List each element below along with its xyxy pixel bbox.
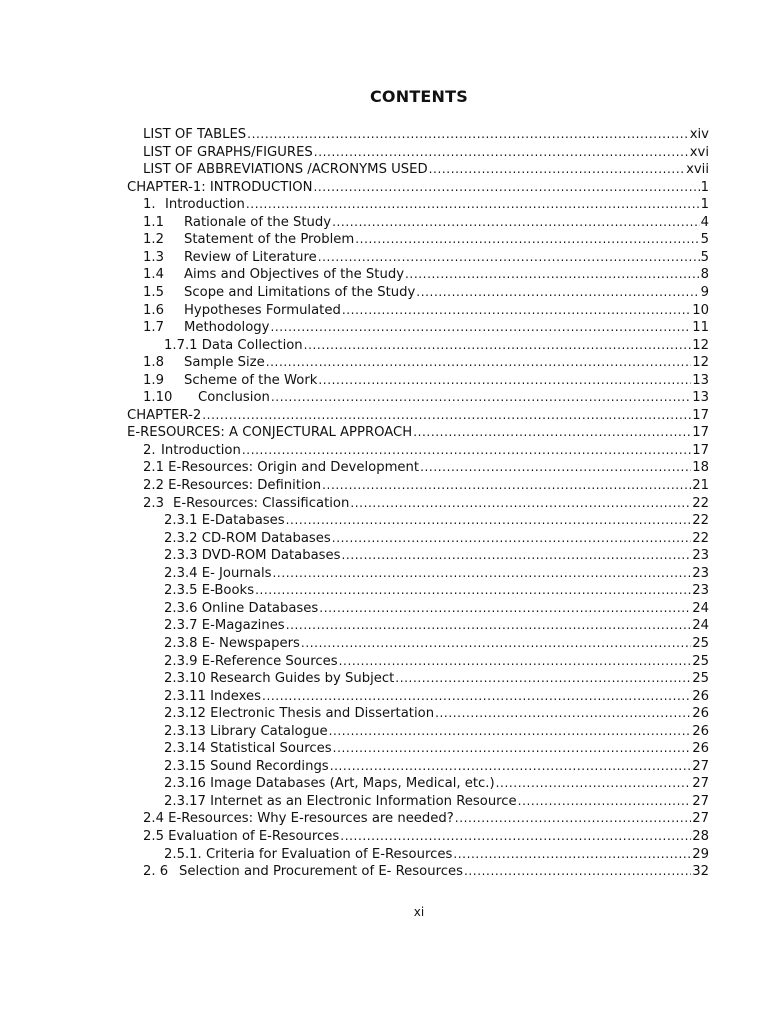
toc-entry-page: 13 — [692, 390, 709, 406]
toc-leader-dots — [355, 230, 699, 248]
toc-leader-dots — [319, 599, 691, 617]
toc-entry-label: Methodology — [184, 320, 270, 336]
page-number-footer: xi — [413, 905, 425, 919]
toc-entry-page: 17 — [692, 407, 709, 423]
toc-entry-page: 23 — [692, 583, 709, 599]
toc-entry-label: 2.3.6 Online Databases — [164, 600, 319, 616]
toc-leader-dots — [202, 406, 691, 424]
toc-entry-label: Selection and Procurement of E- Resources — [179, 864, 463, 880]
toc-entry-page: 22 — [692, 513, 709, 529]
toc-leader-dots — [416, 283, 699, 301]
toc-entry[interactable] — [143, 248, 709, 266]
toc-entry[interactable] — [164, 581, 709, 599]
toc-entry-label: 2.3.10 Research Guides by Subject — [164, 671, 395, 687]
toc-entry-label: Conclusion — [198, 390, 270, 406]
toc-leader-dots — [247, 125, 689, 143]
toc-entry-page: 1 — [700, 197, 709, 213]
toc-entry-label: 2.1 E-Resources: Origin and Development — [143, 460, 420, 476]
toc-entry-page: 5 — [700, 232, 709, 248]
toc-entry[interactable] — [143, 301, 709, 319]
toc-entry-label: 2.3.15 Sound Recordings — [164, 758, 329, 774]
toc-leader-dots — [242, 441, 691, 459]
toc-leader-dots — [314, 143, 689, 161]
toc-entry-page: xvi — [689, 144, 709, 160]
toc-leader-dots — [339, 652, 692, 670]
toc-entry-page: 5 — [700, 249, 709, 265]
toc-entry-label: 2.3.17 Internet as an Electronic Information Resource — [164, 793, 517, 809]
toc-entry[interactable] — [164, 652, 709, 670]
toc-leader-dots — [455, 809, 691, 827]
toc-leader-dots — [330, 757, 692, 775]
toc-entry[interactable] — [164, 704, 709, 722]
toc-entry-page: 27 — [692, 793, 709, 809]
toc-entry-number: 2. — [143, 442, 156, 458]
toc-entry[interactable] — [143, 862, 709, 880]
toc-entry[interactable] — [143, 195, 709, 213]
toc-leader-dots — [273, 564, 692, 582]
toc-entry-label: 2.3.2 CD-ROM Databases — [164, 530, 331, 546]
toc-entry-page: 27 — [692, 776, 709, 792]
toc-entry-number: 1.5 — [143, 284, 164, 300]
toc-leader-dots — [340, 827, 691, 845]
toc-entry-label: LIST OF ABBREVIATIONS /ACRONYMS USED — [143, 162, 428, 178]
toc-entry-number: 1.8 — [143, 355, 164, 371]
toc-entry-label: 2.3.1 E-Databases — [164, 513, 285, 529]
toc-leader-dots — [453, 845, 691, 863]
toc-entry-label: 2.4 E-Resources: Why E-resources are needed? — [143, 811, 454, 827]
toc-entry[interactable] — [143, 353, 709, 371]
toc-entry[interactable] — [164, 687, 709, 705]
toc-entry-page: 12 — [692, 337, 709, 353]
toc-entry-label: Review of Literature — [184, 249, 317, 265]
toc-entry-page: 13 — [692, 372, 709, 388]
toc-leader-dots — [332, 213, 700, 231]
toc-entry-number: 2. 6 — [143, 864, 169, 880]
page-title: CONTENTS — [369, 87, 468, 106]
toc-entry[interactable] — [143, 265, 709, 283]
toc-entry-label: 2.3.5 E-Books — [164, 583, 255, 599]
toc-entry-page: 29 — [692, 846, 709, 862]
toc-entry[interactable] — [127, 423, 709, 441]
toc-entry-page: 21 — [692, 478, 709, 493]
toc-leader-dots — [420, 458, 691, 476]
toc-entry-page: 26 — [692, 688, 709, 704]
toc-entry[interactable] — [164, 511, 709, 529]
toc-entry-page: xiv — [689, 127, 709, 142]
toc-entry-page: 22 — [692, 495, 709, 511]
toc-entry[interactable] — [127, 406, 709, 424]
toc-entry-label: 2.3.4 E- Journals — [164, 565, 272, 581]
toc-leader-dots — [333, 739, 692, 757]
toc-leader-dots — [304, 336, 692, 354]
toc-entry-page: 4 — [700, 214, 709, 230]
toc-entry-page: 11 — [692, 320, 709, 336]
toc-entry-page: 25 — [692, 671, 709, 687]
toc-entry-label: 2.3.3 DVD-ROM Databases — [164, 548, 341, 564]
toc-entry-label: E-Resources: Classification — [173, 495, 350, 511]
toc-entry-page: 27 — [692, 811, 709, 827]
toc-entry[interactable] — [143, 494, 709, 512]
toc-leader-dots — [318, 371, 691, 389]
toc-leader-dots — [395, 669, 691, 687]
toc-entry-label: Scope and Limitations of the Study — [184, 284, 416, 300]
toc-leader-dots — [270, 318, 691, 336]
toc-leader-dots — [271, 388, 691, 406]
toc-entry-page: 25 — [692, 653, 709, 669]
toc-entry[interactable] — [164, 845, 709, 863]
toc-leader-dots — [301, 634, 691, 652]
toc-entry-page: 24 — [692, 618, 709, 634]
toc-entry-page: 26 — [692, 723, 709, 739]
toc-entry[interactable] — [164, 739, 709, 757]
toc-entry-number: 2.3 — [143, 495, 164, 511]
toc-entry[interactable] — [164, 529, 709, 547]
toc-entry-number: 1.3 — [143, 249, 164, 265]
toc-entry-page: 26 — [692, 706, 709, 722]
toc-entry-page: 10 — [692, 302, 709, 318]
toc-entry-label: Hypotheses Formulated — [184, 302, 341, 318]
toc-leader-dots — [266, 353, 692, 371]
toc-entry-page: 18 — [692, 460, 709, 476]
toc-entry[interactable] — [164, 634, 709, 652]
toc-leader-dots — [246, 195, 700, 213]
toc-entry[interactable] — [143, 283, 709, 301]
toc-entry[interactable] — [143, 458, 709, 476]
toc-entry-page: 8 — [700, 267, 709, 283]
toc-entry[interactable] — [164, 792, 709, 810]
toc-entry-label: Statement of the Problem — [184, 232, 355, 248]
toc-entry-number: 1.6 — [143, 302, 164, 318]
toc-entry[interactable] — [164, 757, 709, 775]
toc-leader-dots — [322, 476, 691, 494]
toc-entry[interactable] — [164, 564, 709, 582]
toc-entry-page: 23 — [692, 548, 709, 564]
toc-entry[interactable] — [164, 774, 709, 792]
toc-entry-page: 25 — [692, 635, 709, 651]
toc-entry[interactable] — [164, 599, 709, 617]
toc-entry[interactable] — [127, 178, 709, 196]
toc-entry-number: 1.1 — [143, 214, 164, 230]
toc-entry-label: Introduction — [165, 197, 245, 213]
toc-leader-dots — [262, 687, 691, 705]
toc-entry-label: Introduction — [161, 442, 241, 458]
toc-leader-dots — [464, 862, 691, 880]
toc-leader-dots — [329, 722, 692, 740]
toc-leader-dots — [332, 529, 691, 547]
toc-entry-label: 2.3.11 Indexes — [164, 688, 262, 704]
toc-entry[interactable] — [143, 809, 709, 827]
toc-entry-label: 2.5.1. Criteria for Evaluation of E-Resources — [164, 846, 453, 862]
toc-leader-dots — [255, 581, 691, 599]
toc-entry-label: CHAPTER-2 — [127, 407, 202, 423]
toc-entry-page: 9 — [700, 284, 709, 300]
toc-leader-dots — [496, 774, 692, 792]
toc-entry-label: 2.3.14 Statistical Sources — [164, 741, 332, 757]
toc-leader-dots — [313, 178, 699, 196]
toc-entry-label: 2.5 Evaluation of E-Resources — [143, 829, 340, 844]
toc-entry-label: LIST OF GRAPHS/FIGURES — [143, 144, 313, 160]
toc-entry-page: 28 — [692, 829, 709, 844]
toc-entry-page: 23 — [692, 565, 709, 581]
toc-entry-page: 1 — [700, 179, 709, 195]
toc-entry-page: 27 — [692, 758, 709, 774]
toc-entry-page: 17 — [692, 442, 709, 458]
toc-entry-label: 2.3.12 Electronic Thesis and Dissertation — [164, 706, 435, 722]
toc-entry-number: 1.4 — [143, 267, 164, 283]
toc-entry[interactable] — [143, 441, 709, 459]
toc-entry-label: Rationale of the Study — [184, 214, 332, 230]
toc-entry-label: E-RESOURCES: A CONJECTURAL APPROACH — [127, 425, 413, 441]
toc-leader-dots — [318, 248, 700, 266]
toc-entry-label: 2.3.13 Library Catalogue — [164, 723, 328, 739]
toc-entry-label: 2.3.7 E-Magazines — [164, 618, 285, 634]
toc-leader-dots — [405, 265, 700, 283]
toc-entry-label: CHAPTER-1: INTRODUCTION — [127, 179, 313, 195]
toc-entry-label: Aims and Objectives of the Study — [184, 267, 405, 283]
toc-entry[interactable] — [143, 143, 709, 161]
toc-entry-page: 12 — [692, 355, 709, 371]
toc-leader-dots — [435, 704, 691, 722]
toc-entry-label: 2.3.8 E- Newspapers — [164, 635, 300, 651]
toc-entry-page: xvii — [686, 162, 709, 178]
toc-entry[interactable] — [164, 336, 709, 354]
toc-entry[interactable] — [164, 722, 709, 740]
toc-entry-label: LIST OF TABLES — [143, 127, 247, 142]
toc-leader-dots — [413, 423, 691, 441]
toc-leader-dots — [342, 546, 692, 564]
toc-entry-label: 2.2 E-Resources: Definition — [143, 478, 322, 493]
toc-entry-number: 1. — [143, 197, 156, 213]
toc-leader-dots — [518, 792, 692, 810]
toc-entry-page: 32 — [692, 864, 709, 880]
toc-entry-page: 17 — [692, 425, 709, 441]
toc-entry-label: Scheme of the Work — [184, 372, 318, 388]
toc-leader-dots — [342, 301, 691, 319]
toc-leader-dots — [350, 494, 691, 512]
toc-entry-page: 26 — [692, 741, 709, 757]
toc-entry-label: 2.3.9 E-Reference Sources — [164, 653, 338, 669]
toc-leader-dots — [286, 616, 692, 634]
toc-entry[interactable] — [143, 388, 709, 406]
toc-entry[interactable] — [143, 476, 709, 494]
toc-leader-dots — [286, 511, 692, 529]
toc-entry-page: 22 — [692, 530, 709, 546]
toc-entry-page: 24 — [692, 600, 709, 616]
toc-entry-number: 1.7 — [143, 320, 164, 336]
toc-entry[interactable] — [164, 669, 709, 687]
toc-entry-number: 1.2 — [143, 232, 164, 248]
toc-entry[interactable] — [164, 546, 709, 564]
toc-entry-label: 1.7.1 Data Collection — [164, 337, 303, 353]
toc-entry-number: 1.9 — [143, 372, 164, 388]
toc-entry[interactable] — [143, 318, 709, 336]
toc-entry[interactable] — [164, 616, 709, 634]
toc-leader-dots — [429, 160, 685, 178]
toc-entry[interactable] — [143, 213, 709, 231]
toc-entry-label: Sample Size — [184, 355, 265, 371]
toc-entry[interactable] — [143, 160, 709, 178]
toc-entry-number: 1.10 — [143, 390, 173, 406]
toc-entry[interactable] — [143, 125, 709, 143]
toc-entry-label: 2.3.16 Image Databases (Art, Maps, Medical, etc.) — [164, 776, 495, 792]
toc-entry[interactable] — [143, 371, 709, 389]
toc-entry[interactable] — [143, 827, 709, 845]
toc-entry[interactable] — [143, 230, 709, 248]
